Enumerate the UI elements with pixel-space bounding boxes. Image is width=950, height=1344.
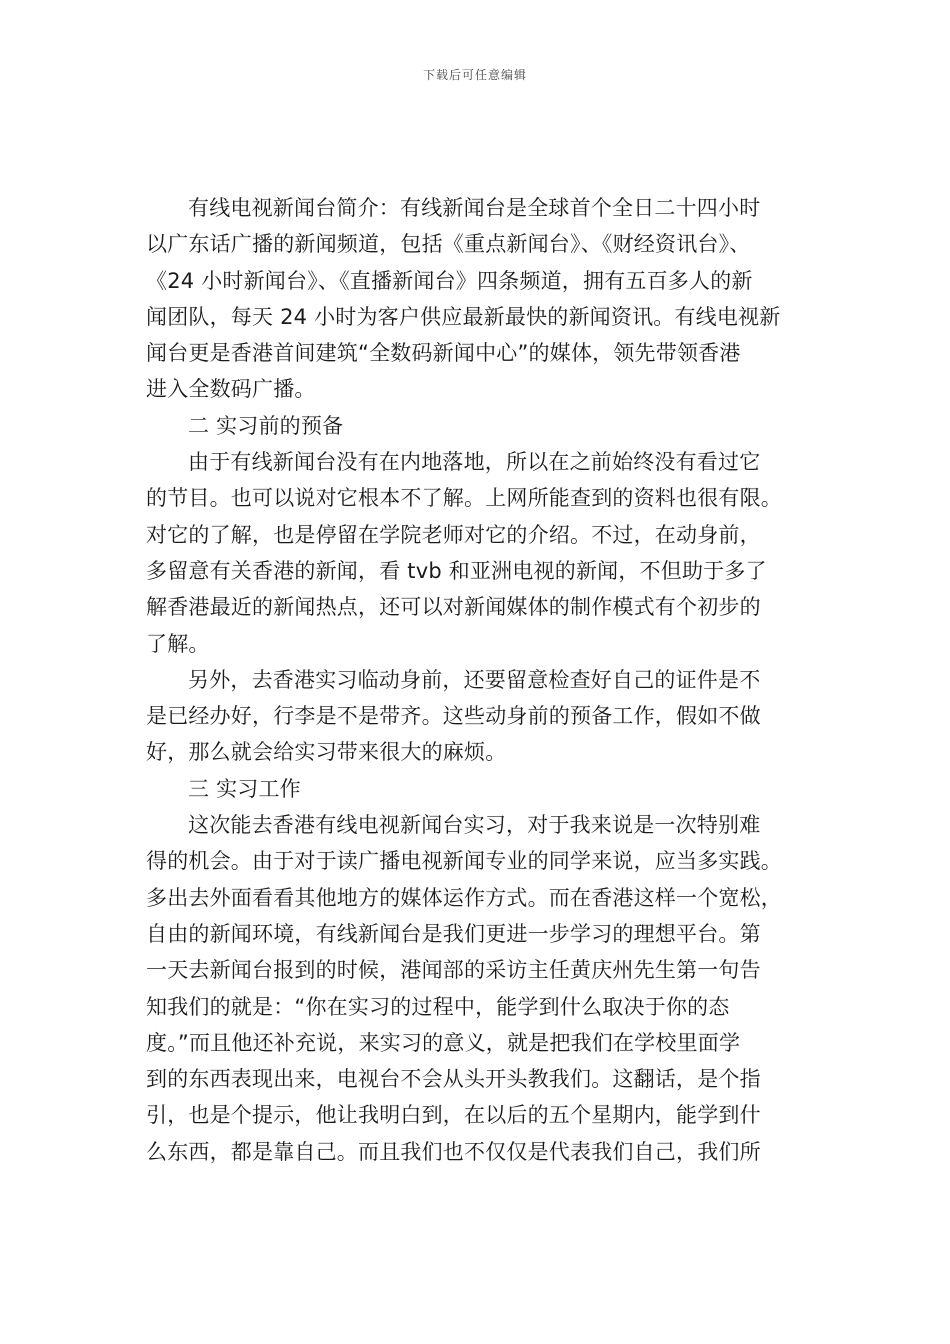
paragraph-line: 解香港最近的新闻热点，还可以对新闻媒体的制作模式有个初步的 [146, 595, 761, 620]
paragraph-line: 多留意有关香港的新闻，看 tvb 和亚洲电视的新闻，不但助于多了 [146, 558, 767, 583]
paragraph-line: 得的机会。由于对于读广播电视新闻专业的同学来说，应当多实践。 [146, 849, 782, 874]
paragraph-line: 自由的新闻环境，有线新闻台是我们更进一步学习的理想平台。第 [146, 921, 761, 946]
paragraph-line: 一天去新闻台报到的时候，港闻部的采访主任黄庆州先生第一句告 [146, 958, 761, 983]
paragraph-line: 的节目。也可以说对它根本不了解。上网所能查到的资料也很有限。 [146, 486, 782, 511]
paragraph-line: 有线电视新闻台简介：有线新闻台是全球首个全日二十四小时 [188, 196, 761, 220]
paragraph-line: 引，也是个提示，他让我明白到，在以后的五个星期内，能学到什 [146, 1103, 761, 1128]
paragraph-line: 由于有线新闻台没有在内地落地，所以在之前始终没有看过它 [188, 450, 761, 475]
document-body [146, 190, 818, 1170]
paragraph-line: 闻台更是香港首间建筑“全数码新闻中心”的媒体，领先带领香港 [146, 341, 741, 366]
paragraph-line: 知我们的就是：“你在实习的过程中，能学到什么取决于你的态 [146, 994, 730, 1019]
paragraph-line: 是已经办好，行李是不是带齐。这些动身前的预备工作，假如不做 [146, 704, 761, 729]
paragraph-line: 么东西，都是靠自己。而且我们也不仅仅是代表我们自己，我们所 [146, 1139, 761, 1164]
paragraph-line: 这次能去香港有线电视新闻台实习，对于我来说是一次特别难 [188, 813, 761, 838]
section-heading: 三 实习工作 [188, 776, 301, 801]
paragraph-line: 进入全数码广播。 [146, 377, 316, 402]
paragraph-line: 以广东话广播的新闻频道，包括《重点新闻台》、《财经资讯台》、 [146, 232, 751, 257]
paragraph-line: 到的东西表现出来，电视台不会从头开头教我们。这翻话，是个指 [146, 1067, 761, 1092]
paragraph-line: 度。”而且他还补充说，来实习的意义，就是把我们在学校里面学 [146, 1030, 741, 1055]
paragraph-line: 了解。 [146, 631, 210, 656]
paragraph-line: 好，那么就会给实习带来很大的麻烦。 [146, 740, 507, 765]
paragraph-line: 另外，去香港实习临动身前，还要留意检查好自己的证件是不 [188, 667, 761, 692]
paragraph-line: 多出去外面看看其他地方的媒体运作方式。而在香港这样一个宽松， [146, 885, 782, 910]
section-heading: 二 实习前的预备 [188, 413, 344, 438]
paragraph-line: 对它的了解，也是停留在学院老师对它的介绍。不过，在动身前， [146, 522, 761, 547]
page-header-note: 下载后可任意编辑 [422, 68, 527, 82]
paragraph-line: 闻团队，每天 24 小时为客户供应最新最快的新闻资讯。有线电视新 [146, 304, 781, 329]
paragraph-line: 《24 小时新闻台》、《直播新闻台》四条频道，拥有五百多人的新 [146, 268, 753, 293]
